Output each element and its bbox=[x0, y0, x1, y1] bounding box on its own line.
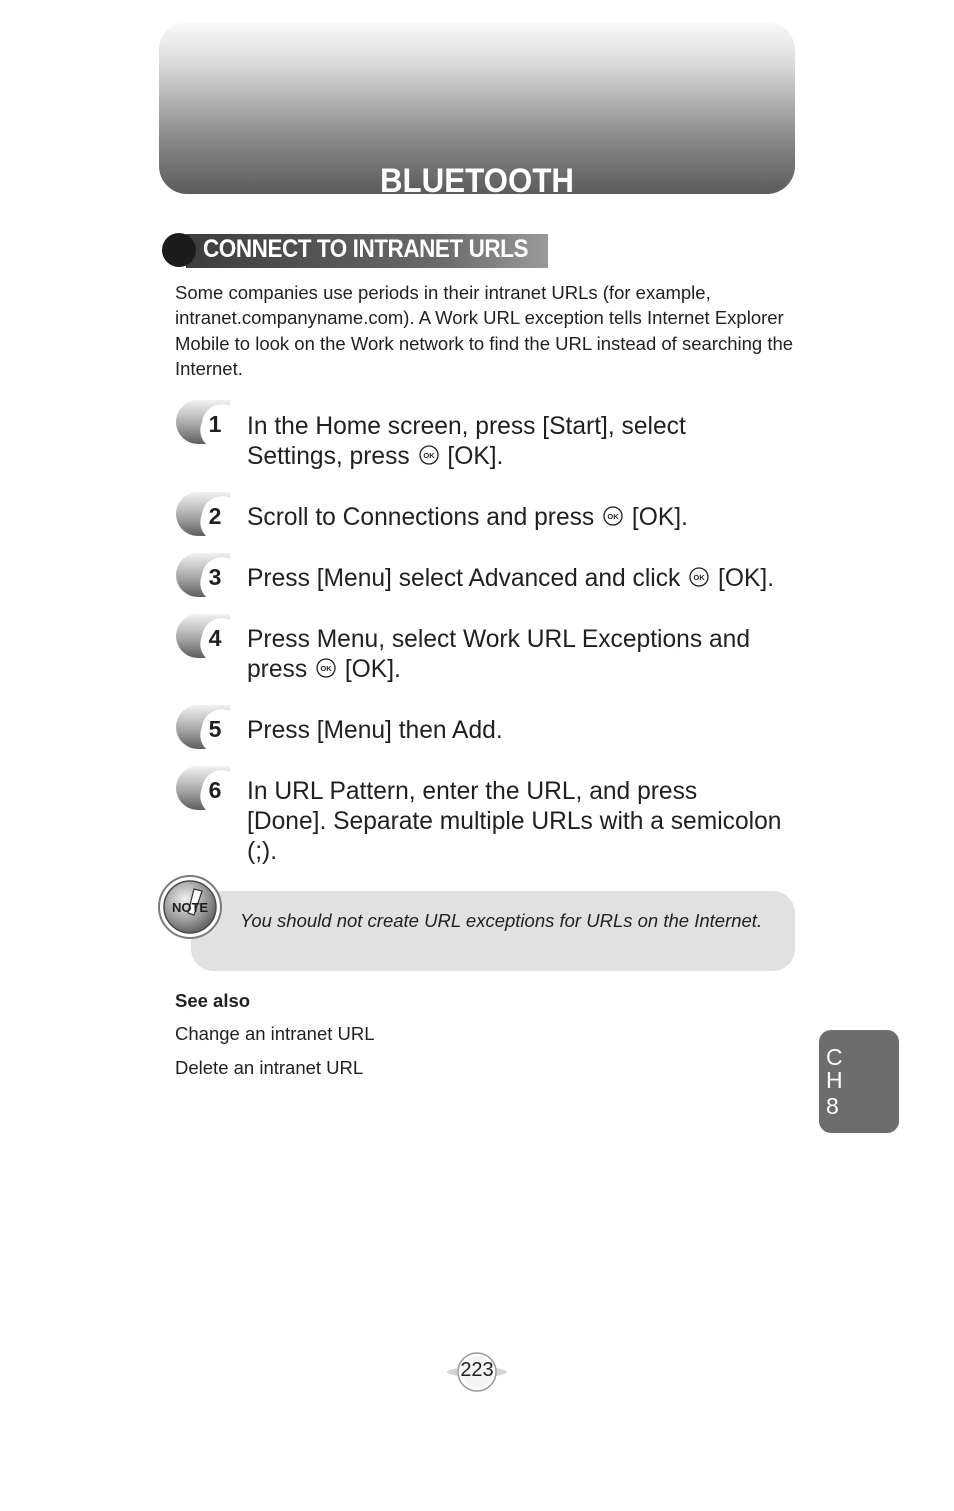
step-line-text: press bbox=[247, 656, 308, 683]
chapter-header bbox=[159, 22, 795, 200]
step-text bbox=[247, 412, 807, 472]
step-line-text: [OK]. bbox=[344, 656, 401, 683]
step-line-text: Press [Menu] select Advanced and click bbox=[247, 565, 681, 592]
step-line: In URL Pattern, enter the URL, and press bbox=[247, 778, 698, 805]
note-icon-label: NOTE bbox=[171, 900, 209, 915]
note-pencil-icon bbox=[158, 875, 224, 941]
svg-text:OK: OK bbox=[693, 573, 705, 582]
step-text: Press [Menu] then Add. bbox=[247, 717, 503, 744]
step-line: Press Menu, select Work URL Exceptions and bbox=[247, 626, 751, 653]
step-line-text: Settings, press bbox=[247, 443, 410, 470]
step-text bbox=[247, 625, 807, 685]
chapter-tab-letter: C bbox=[826, 1044, 843, 1070]
step-line-text: [OK]. bbox=[447, 443, 504, 470]
chapter-tab-number: 8 bbox=[826, 1093, 839, 1119]
ok-key-icon bbox=[316, 658, 336, 678]
step-number: 2 bbox=[208, 503, 222, 529]
step-line-text: [OK]. bbox=[718, 565, 775, 592]
step-text bbox=[247, 777, 807, 867]
step-line bbox=[247, 442, 807, 472]
step-text bbox=[247, 564, 807, 594]
page-number: 223 bbox=[460, 1359, 494, 1381]
note-text: You should not create URL exceptions for URLs on the Internet. bbox=[240, 910, 763, 931]
step-line-text: Scroll to Connections and press bbox=[247, 504, 595, 531]
ok-key-icon bbox=[419, 445, 439, 465]
see-also-link[interactable]: Delete an intranet URL bbox=[175, 1057, 364, 1078]
section-title: CONNECT TO INTRANET URLS bbox=[203, 235, 529, 263]
step-number: 6 bbox=[208, 777, 222, 803]
step-number: 4 bbox=[208, 625, 222, 651]
step-line bbox=[247, 655, 807, 685]
step-number: 5 bbox=[208, 716, 222, 742]
step-line-text: [OK]. bbox=[631, 504, 688, 531]
chapter-title: BLUETOOTH bbox=[379, 162, 575, 200]
step-number: 1 bbox=[208, 411, 222, 437]
see-also-link[interactable]: Change an intranet URL bbox=[175, 1023, 375, 1044]
step-line: In the Home screen, press [Start], select bbox=[247, 413, 686, 440]
ok-key-icon bbox=[689, 567, 709, 587]
svg-text:OK: OK bbox=[607, 512, 619, 521]
step-line: [Done]. Separate multiple URLs with a semicolon bbox=[247, 808, 782, 835]
svg-text:OK: OK bbox=[320, 664, 332, 673]
step-line: (;). bbox=[247, 838, 278, 865]
svg-text:OK: OK bbox=[422, 451, 435, 460]
intro-paragraph: Some companies use periods in their intranet URLs (for example, intranet.companyname.com). A Work URL exception tells Internet Explorer Mobile to look on the Work network to find the URL instead of searching the Internet. bbox=[175, 282, 794, 379]
section-bullet-icon bbox=[162, 233, 196, 267]
ok-key-icon bbox=[603, 506, 623, 526]
chapter-tab-letter: H bbox=[826, 1067, 843, 1093]
step-number: 3 bbox=[208, 564, 222, 590]
see-also-heading: See also bbox=[175, 990, 251, 1011]
step-text bbox=[247, 503, 807, 533]
